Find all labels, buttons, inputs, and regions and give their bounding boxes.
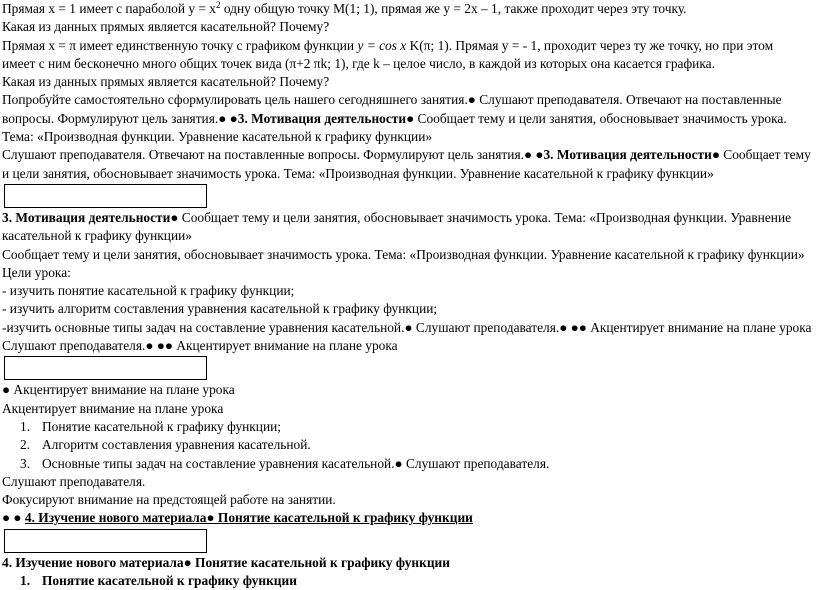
paragraph-line: Прямая x = 1 имеет с параболой $y = x^2$ одну общую точку M(1; 1), прямая же y = 2x – 1, также проходит через эту точку.: [2, 0, 687, 16]
document-body: [2, 0, 814, 590]
section-heading: 4. Изучение нового материала● Понятие касательной к графику функции: [2, 554, 450, 570]
empty-frame: [4, 356, 207, 380]
paragraph-line: Тема: «Производная функции. Уравнение касательной к графику функции»: [2, 129, 433, 145]
paragraph-line: - изучить алгоритм составления уравнения касательной к графику функции;: [2, 301, 438, 317]
paragraph-line: и цели занятия, обосновывает значимость урока. Тема: «Производная функции. Уравнение касательной к графику функции»: [2, 165, 714, 181]
paragraph-line: Какая из данных прямых является касательной? Почему?: [2, 19, 330, 35]
paragraph-line: - изучить понятие касательной к графику функции;: [2, 283, 295, 299]
empty-frame: [4, 529, 207, 553]
list-item: 2. Алгоритм составления уравнения касательной.: [20, 437, 311, 453]
paragraph-line: вопросы. Формулируют цель занятия.● ●3. Мотивация деятельности● Сообщает тему и цели занятия, обосновывает значимость урока.: [2, 110, 787, 126]
paragraph-line: имеет с ним бесконечно много общих точек вида (π+2 πk; 1), где k – целое число, в каждой из которых она касается графика.: [2, 55, 715, 71]
paragraph-line: ● Акцентирует внимание на плане урока: [2, 382, 235, 398]
list-item: 1. Понятие касательной к графику функции;: [20, 418, 282, 434]
paragraph-line: Сообщает тему и цели занятия, обосновывает значимость урока. Тема: «Производная функции. Уравнение касательной к графику функции»: [2, 246, 805, 262]
paragraph-line: 3. Мотивация деятельности● Сообщает тему и цели занятия, обосновывает значимость урока. Тема: «Производная функции. Уравнение: [2, 209, 792, 225]
empty-frame: [4, 184, 207, 208]
paragraph-line: Попробуйте самостоятельно сформулировать цель нашего сегодняшнего занятия.● Слушают преподавателя. Отвечают на поставленные: [2, 92, 782, 108]
paragraph-line: Прямая x = π имеет единственную точку с графиком функции y = cos x K(π; 1). Прямая y = - 1, проходит через ту же точку, но при этом: [2, 37, 774, 53]
paragraph-line: -изучить основные типы задач на составление уравнения касательной.● Слушают преподавателя.● ●● Акцентирует внимание на плане урока: [2, 319, 812, 335]
paragraph-line: Цели урока:: [2, 264, 71, 280]
paragraph-line: Какая из данных прямых является касательной? Почему?: [2, 74, 330, 90]
paragraph-line: Слушают преподавателя. Отвечают на поставленные вопросы. Формулируют цель занятия.● ●3. Мотивация деятельности● Сообщает тему: [2, 147, 811, 163]
paragraph-line: Слушают преподавателя.: [2, 473, 146, 489]
paragraph-line: касательной к графику функции»: [2, 228, 192, 244]
list-item: 1. Понятие касательной к графику функции: [20, 573, 297, 589]
paragraph-line: Акцентирует внимание на плане урока: [2, 400, 224, 416]
section-heading: ● ● 4. Изучение нового материала● Понятие касательной к графику функции: [2, 510, 473, 526]
list-item: 3. Основные типы задач на составление уравнения касательной.● Слушают преподавателя.: [20, 455, 550, 471]
paragraph-line: Слушают преподавателя.● ●● Акцентирует внимание на плане урока: [2, 338, 398, 354]
paragraph-line: Фокусируют внимание на предстоящей работе на занятии.: [2, 492, 336, 508]
